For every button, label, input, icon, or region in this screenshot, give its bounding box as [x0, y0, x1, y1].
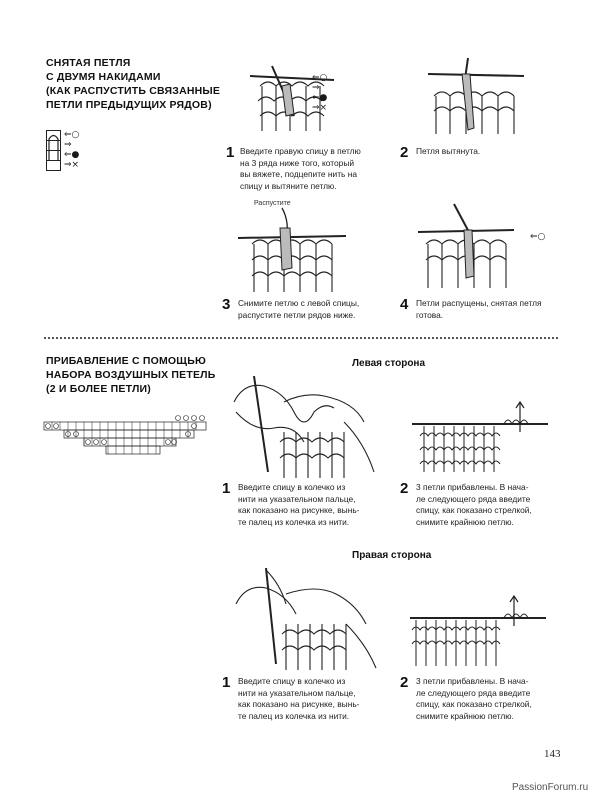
step-line: спицу и вытяните петлю.	[240, 180, 337, 191]
knitting-stitch-icon	[428, 56, 528, 136]
hand-knitting-icon	[226, 564, 386, 672]
step-text	[416, 146, 566, 158]
legend-row: ⇐●	[64, 150, 80, 160]
section1-title-line: (КАК РАСПУСТИТЬ СВЯЗАННЫЕ	[46, 85, 221, 97]
section2-title-line: ПРИБАВЛЕНИЕ С ПОМОЩЬЮ	[46, 355, 206, 367]
step-line: 3 петли прибавлены. В нача-	[416, 482, 529, 492]
step-line: ле следующего ряда введите	[416, 687, 531, 698]
step-line: Петля вытянута.	[416, 146, 481, 156]
step-line: Введите правую спицу в петлю	[240, 146, 361, 156]
step-line: ле следующего ряда введите	[416, 493, 531, 504]
step-line: те палец из колечка из нити.	[238, 516, 350, 527]
knitting-stitch-icon	[250, 56, 360, 136]
section2-title-line: НАБОРА ВОЗДУШНЫХ ПЕТЕЛЬ	[46, 369, 216, 381]
step-number: 2	[400, 144, 409, 161]
stitch-chart-icon	[44, 414, 206, 460]
step-number: 2	[400, 674, 409, 691]
step-number: 3	[222, 296, 231, 313]
step-line: снимите крайнюю петлю.	[416, 516, 514, 527]
step-text	[416, 482, 566, 528]
fig1-legend-row: ⇒×	[312, 103, 328, 113]
legend-row: ⇒	[64, 140, 72, 150]
step-line: нити на указательном пальце,	[238, 493, 356, 504]
step-line: на 3 ряда ниже того, который	[240, 157, 355, 168]
section2-title-line: (2 И БОЛЕЕ ПЕТЛИ)	[46, 383, 151, 395]
section1-title-line: СНЯТАЯ ПЕТЛЯ	[46, 57, 131, 69]
step-text	[240, 146, 390, 192]
left-fig1-illustration	[224, 372, 384, 480]
hand-knitting-icon	[224, 372, 384, 480]
step-text	[416, 676, 566, 722]
step-number: 4	[400, 296, 409, 313]
right-fig1-illustration	[226, 564, 386, 672]
legend-row: ⇐○	[64, 130, 80, 140]
fig1-legend-row: ⇐○	[312, 73, 328, 83]
stitch-chart	[44, 414, 206, 460]
fig2-illustration	[428, 56, 528, 136]
step-line: готова.	[416, 309, 444, 320]
left-side-label: Левая сторона	[352, 358, 426, 369]
step-line: как показано на рисунке, вынь-	[238, 699, 360, 709]
step-number: 1	[222, 480, 231, 497]
step-line: снимите крайнюю петлю.	[416, 710, 514, 721]
section1-chart-symbol	[46, 130, 62, 172]
step-number: 1	[222, 674, 231, 691]
step-text	[238, 676, 388, 722]
step-line: Введите спицу в колечко из	[238, 676, 346, 686]
step-number: 2	[400, 480, 409, 497]
fig1-legend-row: ⇐●	[312, 93, 328, 103]
fig1-illustration	[250, 56, 360, 136]
step-line: нити на указательном пальце,	[238, 687, 356, 698]
step-line: Снимите петлю с левой спицы,	[238, 298, 360, 308]
step-line: Введите спицу в колечко из	[238, 482, 346, 492]
step-text	[238, 298, 398, 321]
step-text	[238, 482, 388, 528]
step-line: как показано на рисунке, вынь-	[238, 505, 360, 515]
step-line: распустите петли рядов ниже.	[238, 309, 356, 320]
step-line: 3 петли прибавлены. В нача-	[416, 676, 529, 686]
release-label: Распустите	[254, 200, 291, 207]
step-text	[416, 298, 576, 321]
section1-title	[46, 56, 220, 112]
left-fig2-illustration	[412, 398, 552, 474]
legend-row: ⇒×	[64, 160, 80, 170]
fig1-legend-row: ⇒	[312, 83, 320, 93]
fig3-illustration	[238, 208, 358, 292]
section2-title	[46, 354, 215, 396]
knitting-stitch-icon	[410, 592, 550, 668]
page-number: 143	[544, 748, 561, 760]
step-line: спицу, как показано стрелкой,	[416, 505, 532, 515]
section1-title-line: С ДВУМЯ НАКИДАМИ	[46, 71, 161, 83]
fig4-legend: ⇐○	[530, 232, 546, 242]
step-line: спицу, как показано стрелкой,	[416, 699, 532, 709]
section-divider	[44, 337, 558, 339]
knitting-stitch-icon	[412, 398, 552, 474]
watermark: PassionForum.ru	[512, 782, 589, 793]
right-fig2-illustration	[410, 592, 550, 668]
section1-title-line: ПЕТЛИ ПРЕДЫДУЩИХ РЯДОВ)	[46, 99, 212, 111]
chart-symbol-icon	[46, 130, 62, 172]
fig4-illustration	[418, 200, 528, 290]
step-line: вы вяжете, подцепите нить на	[240, 169, 358, 179]
step-number: 1	[226, 144, 235, 161]
step-line: те палец из колечка из нити.	[238, 710, 350, 721]
right-side-label: Правая сторона	[352, 550, 432, 561]
knitting-stitch-icon	[418, 200, 528, 290]
knitting-stitch-icon	[238, 208, 358, 292]
step-line: Петли распущены, снятая петля	[416, 298, 542, 308]
